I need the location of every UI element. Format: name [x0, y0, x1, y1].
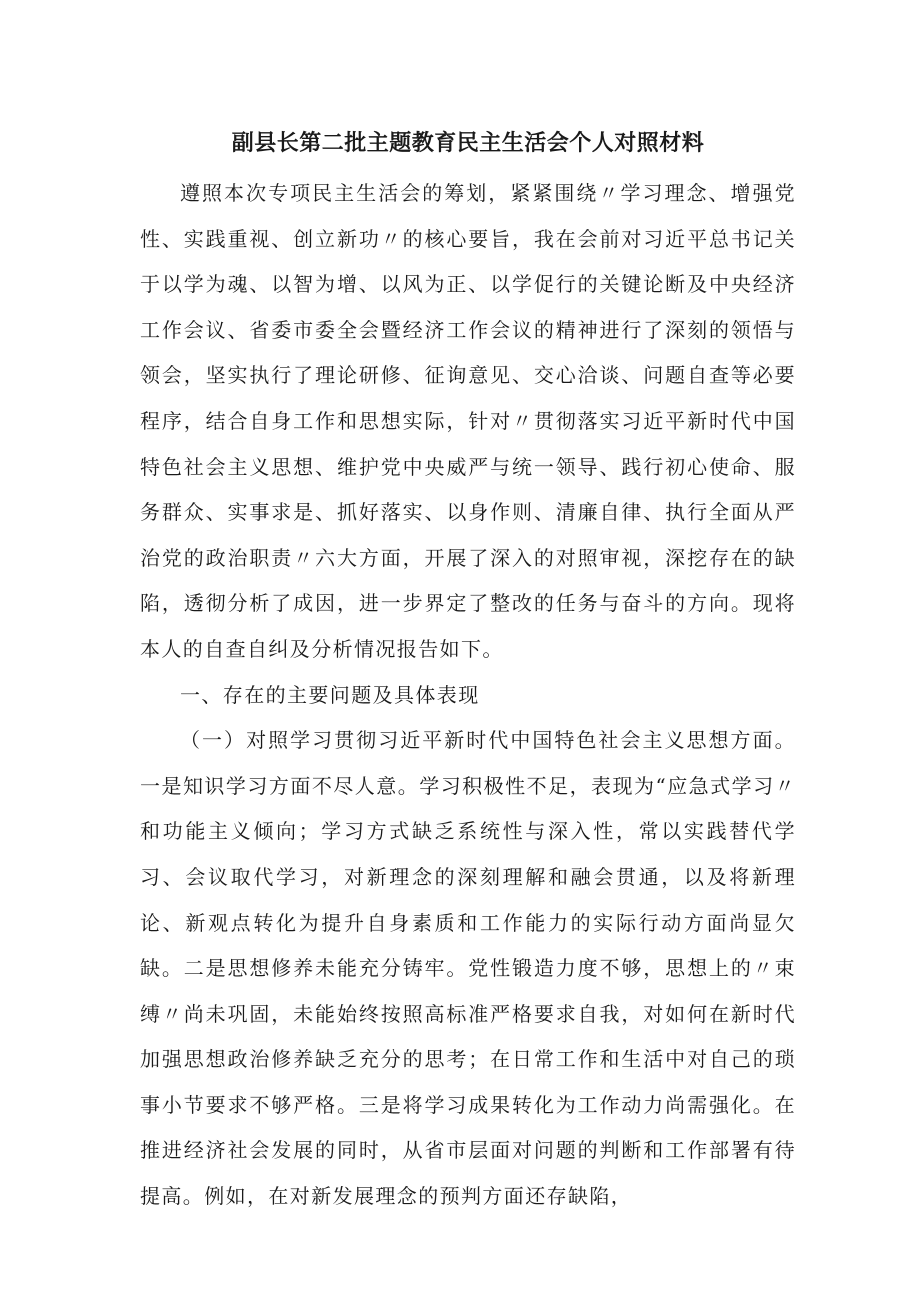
section-heading: 一、存在的主要问题及具体表现: [180, 682, 480, 707]
intro-paragraph: 遵照本次专项民主生活会的筹划，紧紧围绕〃学习理念、增强党性、实践重视、创立新功〃的核心要旨，我在会前对习近平总书记关于以学为魂、以智为增、以风为正、以学促行的关键论断及中央经济工作会议、省委市委全会暨经济工作会议的精神进行了深刻的领悟与领会，坚实执行了理论研修、征询意见、交心洽谈、问题自查等必要程序，结合自身工作和思想实际，针对〃贯彻落实习近平新时代中国特色社会主义思想、维护党中央威严与统一领导、践行初心使命、服务群众、实事求是、抓好落实、以身作则、清廉自律、执行全面从严治党的政治职责〃六大方面，开展了深入的对照审视，深挖存在的缺陷，透彻分析了成因，进一步界定了整改的任务与奋斗的方向。现将本人的自查自纠及分析情况报告如下。: [140, 181, 796, 661]
document-body: [140, 171, 796, 1220]
document-title: 副县长第二批主题教育民主生活会个人对照材料: [231, 131, 705, 156]
subsection-paragraph: （一）对照学习贯彻习近平新时代中国特色社会主义思想方面。一是知识学习方面不尽人意。学习积极性不足，表现为“应急式学习〃和功能主义倾向；学习方式缺乏系统性与深入性，常以实践替代学习、会议取代学习，对新理念的深刻理解和融会贯通，以及将新理论、新观点转化为提升自身素质和工作能力的实际行动方面尚显欠缺。二是思想修养未能充分铸牢。党性锻造力度不够，思想上的〃束缚〃尚未巩固，未能始终按照高标准严格要求自我，对如何在新时代加强思想政治修养缺乏充分的思考；在日常工作和生活中对自己的琐事小节要求不够严格。三是将学习成果转化为工作动力尚需强化。在推进经济社会发展的同时，从省市层面对问题的判断和工作部署有待提高。例如，在对新发展理念的预判方面还存缺陷，: [140, 728, 796, 1209]
